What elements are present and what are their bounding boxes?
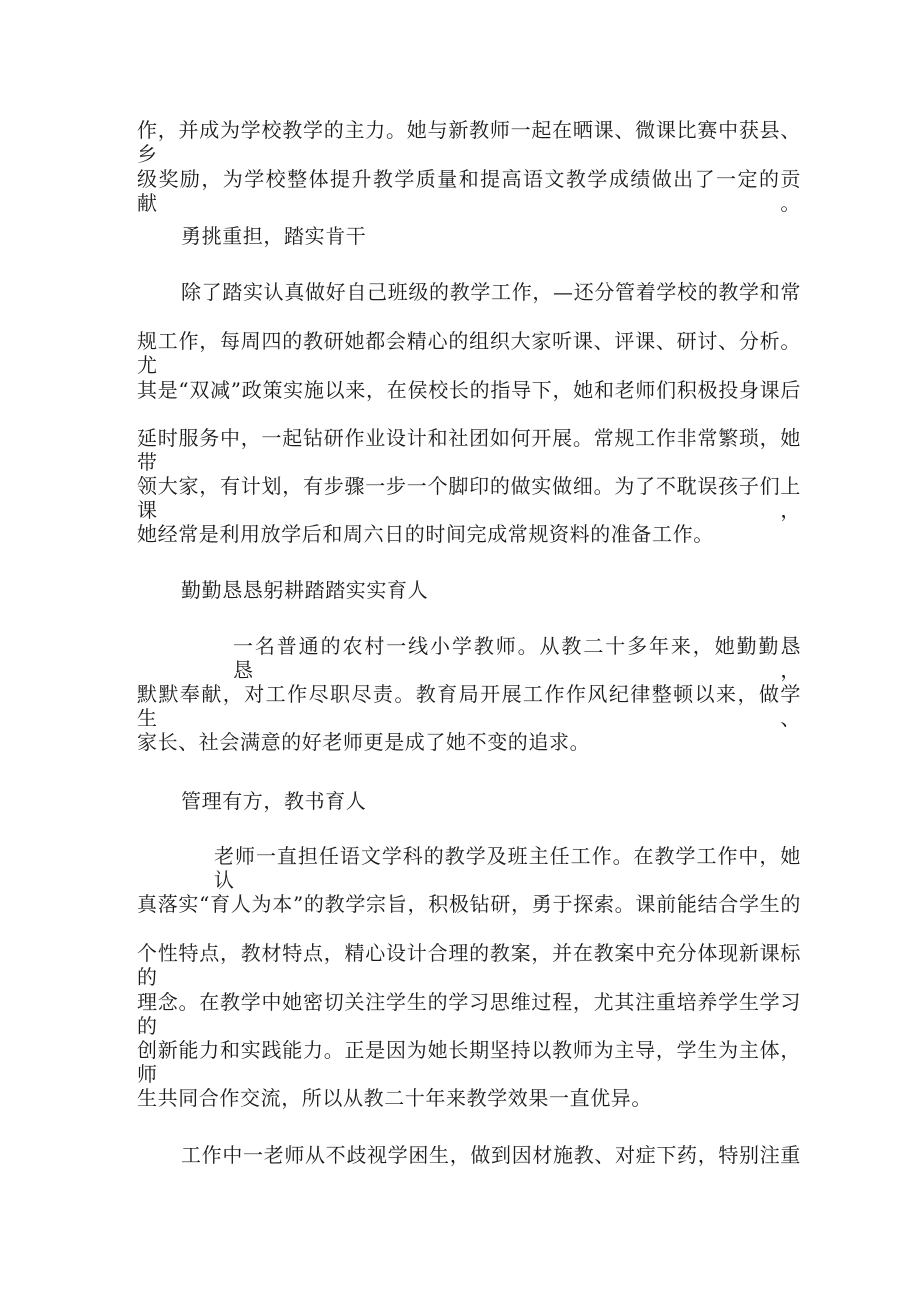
text-line-18: 工作中一老师从不歧视学困生，做到因材施教、对症下药，特别注重 — [181, 1143, 801, 1167]
text-line-15: 理念。在教学中她密切关注学生的学习思维过程，尤其注重培养学生学习的 — [137, 990, 801, 1038]
text-line-14: 个性特点，教材特点，精心设计合理的教案，并在教案中充分体现新课标的 — [137, 941, 801, 989]
text-line-12: 老师一直担任语文学科的教学及班主任工作。在教学工作中，她认 — [214, 844, 801, 892]
text-line-1: 作，并成为学校教学的主力。她与新教师一起在晒课、微课比赛中获县、乡 — [137, 118, 801, 166]
text-line-4: 规工作，每周四的教研她都会精心的组织大家听课、评课、研讨、分析。尤 — [137, 329, 801, 377]
text-line-7: 领大家，有计划，有步骤一步一个脚印的做实做细。为了不耽误孩子们上课， — [137, 474, 801, 522]
text-line-16: 创新能力和实践能力。正是因为她长期坚持以教师为主导，学生为主体，师 — [137, 1038, 801, 1086]
text-line-8: 她经常是利用放学后和周六日的时间完成常规资料的准备工作。 — [137, 522, 714, 546]
section-heading-3: 管理有方，教书育人 — [181, 789, 367, 813]
text-line-13: 真落实“育人为本”的教学宗旨，积极钻研，勇于探索。课前能结合学生的 — [137, 892, 801, 916]
section-heading-2: 勤勤恳恳躬耕踏踏实实育人 — [181, 578, 429, 602]
section-heading-1: 勇挑重担，踏实肯干 — [181, 224, 367, 248]
text-line-5: 其是“双减”政策实施以来，在侯校长的指导下，她和老师们积极投身课后 — [137, 378, 801, 402]
text-line-3: 除了踏实认真做好自己班级的教学工作，—还分管着学校的教学和常 — [181, 280, 801, 304]
text-line-11: 家长、社会满意的好老师更是成了她不变的追求。 — [137, 730, 591, 754]
text-line-9: 一名普通的农村一线小学教师。从教二十多年来，她勤勤恳恳， — [233, 634, 801, 682]
text-line-10: 默默奉献，对工作尽职尽责。教育局开展工作作风纪律整顿以来，做学生、 — [137, 682, 801, 730]
text-line-2: 级奖励，为学校整体提升教学质量和提高语文教学成绩做出了一定的贡献。 — [137, 167, 801, 215]
text-line-6: 延时服务中，一起钻研作业设计和社团如何开展。常规工作非常繁琐，她带 — [137, 426, 801, 474]
text-line-17: 生共同合作交流，所以从教二十年来教学效果一直优异。 — [137, 1086, 652, 1110]
